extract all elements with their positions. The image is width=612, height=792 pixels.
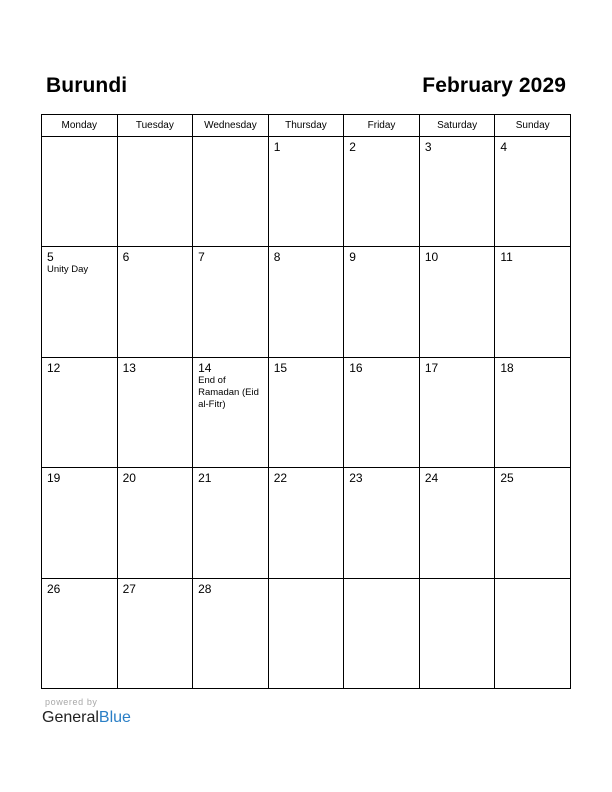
day-cell <box>193 247 269 357</box>
day-number: 25 <box>500 471 514 486</box>
weekday-header: Friday <box>344 115 420 137</box>
day-cell <box>117 468 193 578</box>
holiday-label: End of Ramadan (Eid al-Fitr) <box>198 374 259 410</box>
day-cell <box>268 247 344 357</box>
week-row <box>42 578 571 688</box>
day-cell <box>344 578 420 688</box>
day-number: 24 <box>424 471 439 486</box>
day-number: 2 <box>349 140 356 154</box>
brand-name-blue: Blue <box>98 709 131 726</box>
day-number: 13 <box>122 360 136 375</box>
weekday-header: Saturday <box>419 115 495 137</box>
week-row <box>42 357 571 467</box>
day-cell <box>117 578 193 688</box>
day-number: 3 <box>424 140 432 154</box>
day-number: 20 <box>122 471 136 486</box>
day-cell <box>495 357 571 467</box>
day-cell <box>193 357 269 467</box>
day-cell <box>117 357 193 467</box>
day-number: 1 <box>273 140 281 154</box>
day-cell <box>42 468 118 578</box>
weekday-header: Sunday <box>495 115 571 137</box>
day-number: 23 <box>349 471 363 486</box>
day-cell <box>42 137 118 247</box>
day-cell <box>344 137 420 247</box>
day-cell <box>193 468 269 578</box>
day-number: 16 <box>349 360 363 375</box>
day-number: 14 <box>198 360 212 375</box>
day-cell <box>419 578 495 688</box>
week-row <box>42 137 571 247</box>
day-cell <box>268 357 344 467</box>
day-number <box>495 579 570 582</box>
day-number: 8 <box>273 250 281 265</box>
day-cell <box>42 578 118 688</box>
day-cell <box>419 468 495 578</box>
weekday-header: Monday <box>42 115 118 137</box>
day-cell <box>117 247 193 357</box>
day-number <box>344 579 419 582</box>
day-cell <box>419 247 495 357</box>
day-cell <box>268 468 344 578</box>
day-number: 22 <box>273 471 288 486</box>
calendar-header <box>46 71 566 101</box>
day-number <box>193 137 268 140</box>
day-number: 18 <box>500 360 514 375</box>
day-cell <box>495 578 571 688</box>
day-number: 5 <box>47 250 54 265</box>
month-title: February 2029 <box>422 74 566 97</box>
weekday-header: Wednesday <box>193 115 269 137</box>
day-cell <box>193 137 269 247</box>
day-number: 11 <box>500 250 513 265</box>
day-number: 6 <box>122 250 130 265</box>
day-number: 19 <box>47 471 61 486</box>
day-number <box>420 579 495 582</box>
week-row <box>42 468 571 578</box>
brand-name-general: General <box>42 709 99 726</box>
weekday-header: Tuesday <box>117 115 193 137</box>
weekday-header-row <box>42 115 571 137</box>
day-number: 28 <box>198 581 212 596</box>
day-number <box>269 579 344 582</box>
day-cell <box>495 137 571 247</box>
day-number: 17 <box>424 360 439 375</box>
day-cell <box>344 357 420 467</box>
day-cell <box>117 137 193 247</box>
day-cell <box>344 468 420 578</box>
day-cell <box>193 578 269 688</box>
day-cell <box>419 357 495 467</box>
brand-logo[interactable] <box>42 708 131 728</box>
day-number <box>42 137 117 140</box>
day-number: 9 <box>349 250 356 265</box>
day-cell <box>344 247 420 357</box>
day-cell <box>42 357 118 467</box>
week-row <box>42 247 571 357</box>
day-cell <box>42 247 118 357</box>
day-cell <box>495 247 571 357</box>
day-number <box>118 137 193 140</box>
footer-branding <box>42 697 131 728</box>
weekday-header: Thursday <box>268 115 344 137</box>
day-number: 7 <box>198 250 205 265</box>
powered-by-text: powered by <box>45 697 98 707</box>
day-number: 27 <box>122 581 136 596</box>
country-title: Burundi <box>46 74 128 97</box>
day-number: 10 <box>424 250 439 265</box>
day-cell <box>419 137 495 247</box>
day-number: 12 <box>47 360 61 375</box>
day-number: 4 <box>500 140 508 154</box>
holiday-label: Unity Day <box>47 264 89 276</box>
day-number: 15 <box>273 360 288 375</box>
day-cell <box>268 137 344 247</box>
calendar-grid <box>41 114 571 689</box>
day-number: 26 <box>47 581 61 596</box>
day-number: 21 <box>198 471 212 486</box>
day-cell <box>495 468 571 578</box>
day-cell <box>268 578 344 688</box>
